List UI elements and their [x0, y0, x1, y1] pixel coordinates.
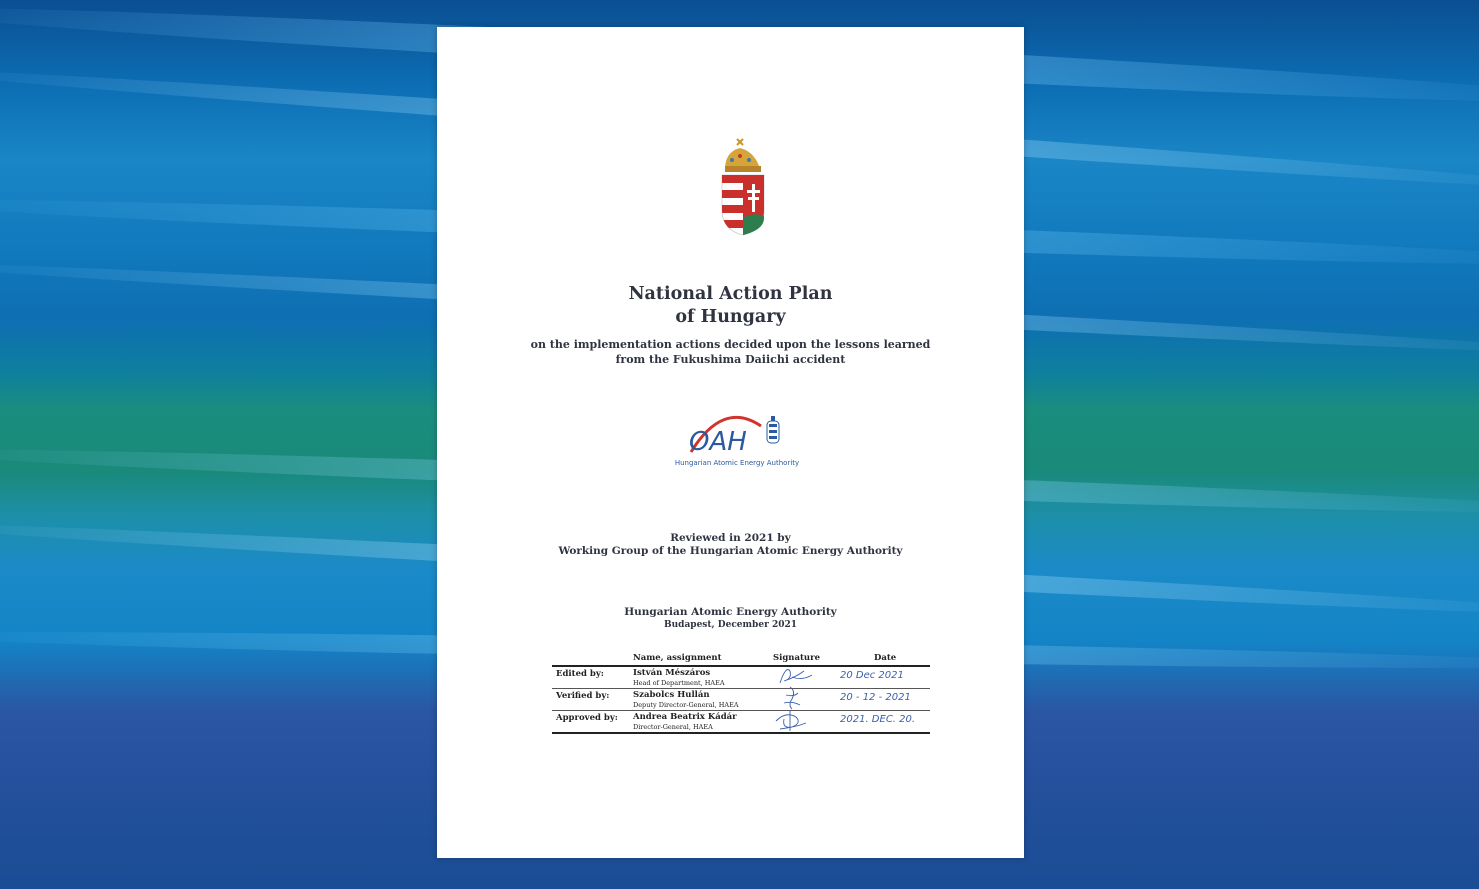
- subtitle-line-1: on the implementation actions decided upon the lessons learned: [530, 338, 931, 351]
- row-date: 2021. DEC. 20.: [840, 714, 916, 725]
- table-row: [552, 689, 930, 711]
- signature-table-header: [552, 653, 930, 667]
- subtitle-line-2: from the Fukushima Daiichi accident: [615, 353, 846, 366]
- row-name: Andrea Beatrix Kádár: [633, 712, 737, 722]
- header-date: Date: [874, 653, 897, 663]
- row-assignment: Deputy Director-General, HAEA: [633, 701, 739, 709]
- row-name: István Mészáros: [633, 668, 711, 678]
- document-subtitle: [437, 337, 1024, 367]
- reviewed-line-2: Working Group of the Hungarian Atomic Energy Authority: [558, 545, 903, 557]
- row-name: Szabolcs Hullán: [633, 690, 710, 700]
- header-signature: Signature: [773, 653, 820, 663]
- row-date: 20 - 12 - 2021: [840, 692, 911, 703]
- logo-caption: Hungarian Atomic Energy Authority: [674, 459, 800, 467]
- row-role: Approved by:: [556, 713, 618, 723]
- table-row: [552, 667, 930, 689]
- signature-table: [552, 653, 930, 734]
- reviewed-line-1: Reviewed in 2021 by: [670, 532, 791, 544]
- reviewed-note: [437, 532, 1024, 558]
- row-role: Edited by:: [556, 669, 604, 679]
- document-title: [437, 283, 1024, 329]
- row-date: 20 Dec 2021: [840, 670, 904, 681]
- row-role: Verified by:: [556, 691, 610, 701]
- place-date: Budapest, December 2021: [664, 620, 797, 630]
- row-assignment: Head of Department, HAEA: [633, 679, 725, 687]
- document-cover-page: [437, 27, 1024, 858]
- title-line-2: of Hungary: [675, 307, 786, 327]
- issuer-name: Hungarian Atomic Energy Authority: [624, 606, 837, 618]
- handwritten-signature-icon: [762, 707, 822, 733]
- title-line-1: National Action Plan: [628, 284, 833, 304]
- table-row: [552, 711, 930, 734]
- row-assignment: Director-General, HAEA: [633, 723, 713, 731]
- issuer-block: [437, 606, 1024, 632]
- hungarian-coat-of-arms-icon: [720, 138, 766, 236]
- header-name: Name, assignment: [633, 653, 722, 663]
- svg-text:OAH: OAH: [689, 427, 747, 457]
